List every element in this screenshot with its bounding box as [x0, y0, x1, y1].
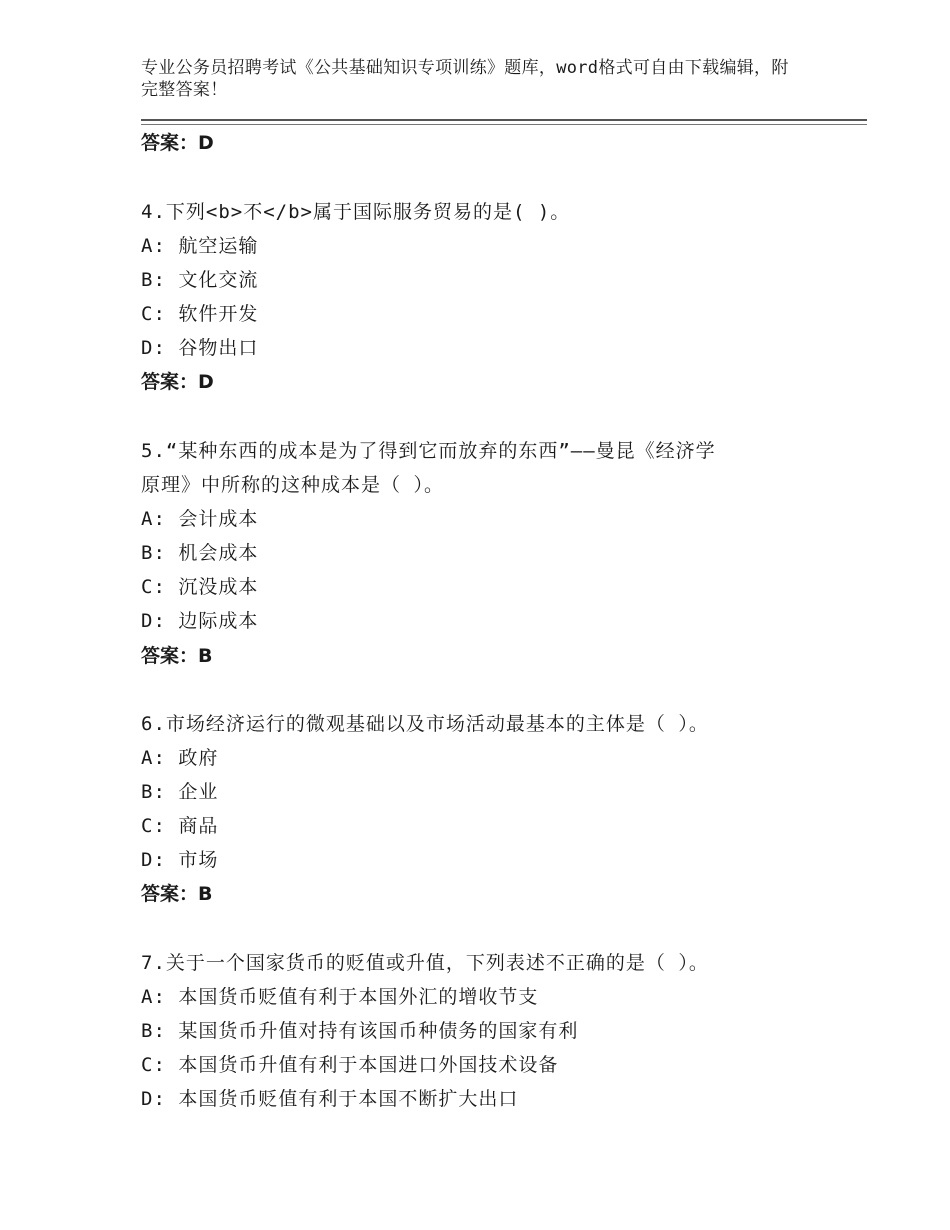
question-4-option-c: C: 软件开发 — [141, 303, 259, 325]
question-6-option-d: D: 市场 — [141, 849, 219, 871]
question-5-stem-line-2: 原理》中所称的这种成本是（ ）。 — [141, 474, 444, 496]
question-5-stem-line-1: 5.“某种东西的成本是为了得到它而放弃的东西”——曼昆《经济学 — [141, 440, 716, 462]
header-divider-thin — [141, 124, 867, 125]
answer-q6: 答案：B — [141, 883, 213, 905]
question-5-option-d: D: 边际成本 — [141, 610, 259, 632]
question-5-option-b: B: 机会成本 — [141, 542, 259, 564]
question-5-option-a: A: 会计成本 — [141, 508, 259, 530]
question-6-option-c: C: 商品 — [141, 815, 219, 837]
question-4-option-b: B: 文化交流 — [141, 269, 259, 291]
answer-q5: 答案：B — [141, 645, 213, 667]
question-6-option-b: B: 企业 — [141, 781, 219, 803]
question-4-option-d: D: 谷物出口 — [141, 337, 259, 359]
question-6-option-a: A: 政府 — [141, 747, 219, 769]
question-6-stem: 6.市场经济运行的微观基础以及市场活动最基本的主体是（ ）。 — [141, 713, 709, 735]
answer-q3: 答案：D — [141, 132, 214, 154]
question-4-option-a: A: 航空运输 — [141, 235, 259, 257]
question-7-option-a: A: 本国货币贬值有利于本国外汇的增收节支 — [141, 986, 539, 1008]
answer-q4: 答案：D — [141, 371, 214, 393]
question-4-stem: 4.下列<b>不</b>属于国际服务贸易的是( )。 — [141, 201, 571, 223]
question-5-option-c: C: 沉没成本 — [141, 576, 259, 598]
question-7-option-d: D: 本国货币贬值有利于本国不断扩大出口 — [141, 1088, 519, 1110]
question-7-option-b: B: 某国货币升值对持有该国币种债务的国家有利 — [141, 1020, 579, 1042]
question-7-option-c: C: 本国货币升值有利于本国进口外国技术设备 — [141, 1054, 559, 1076]
header-divider-thick — [141, 119, 867, 121]
question-7-stem: 7.关于一个国家货币的贬值或升值，下列表述不正确的是（ ）。 — [141, 952, 709, 974]
document-header: 专业公务员招聘考试《公共基础知识专项训练》题库，word格式可自由下载编辑，附完整答案！ — [141, 58, 789, 100]
